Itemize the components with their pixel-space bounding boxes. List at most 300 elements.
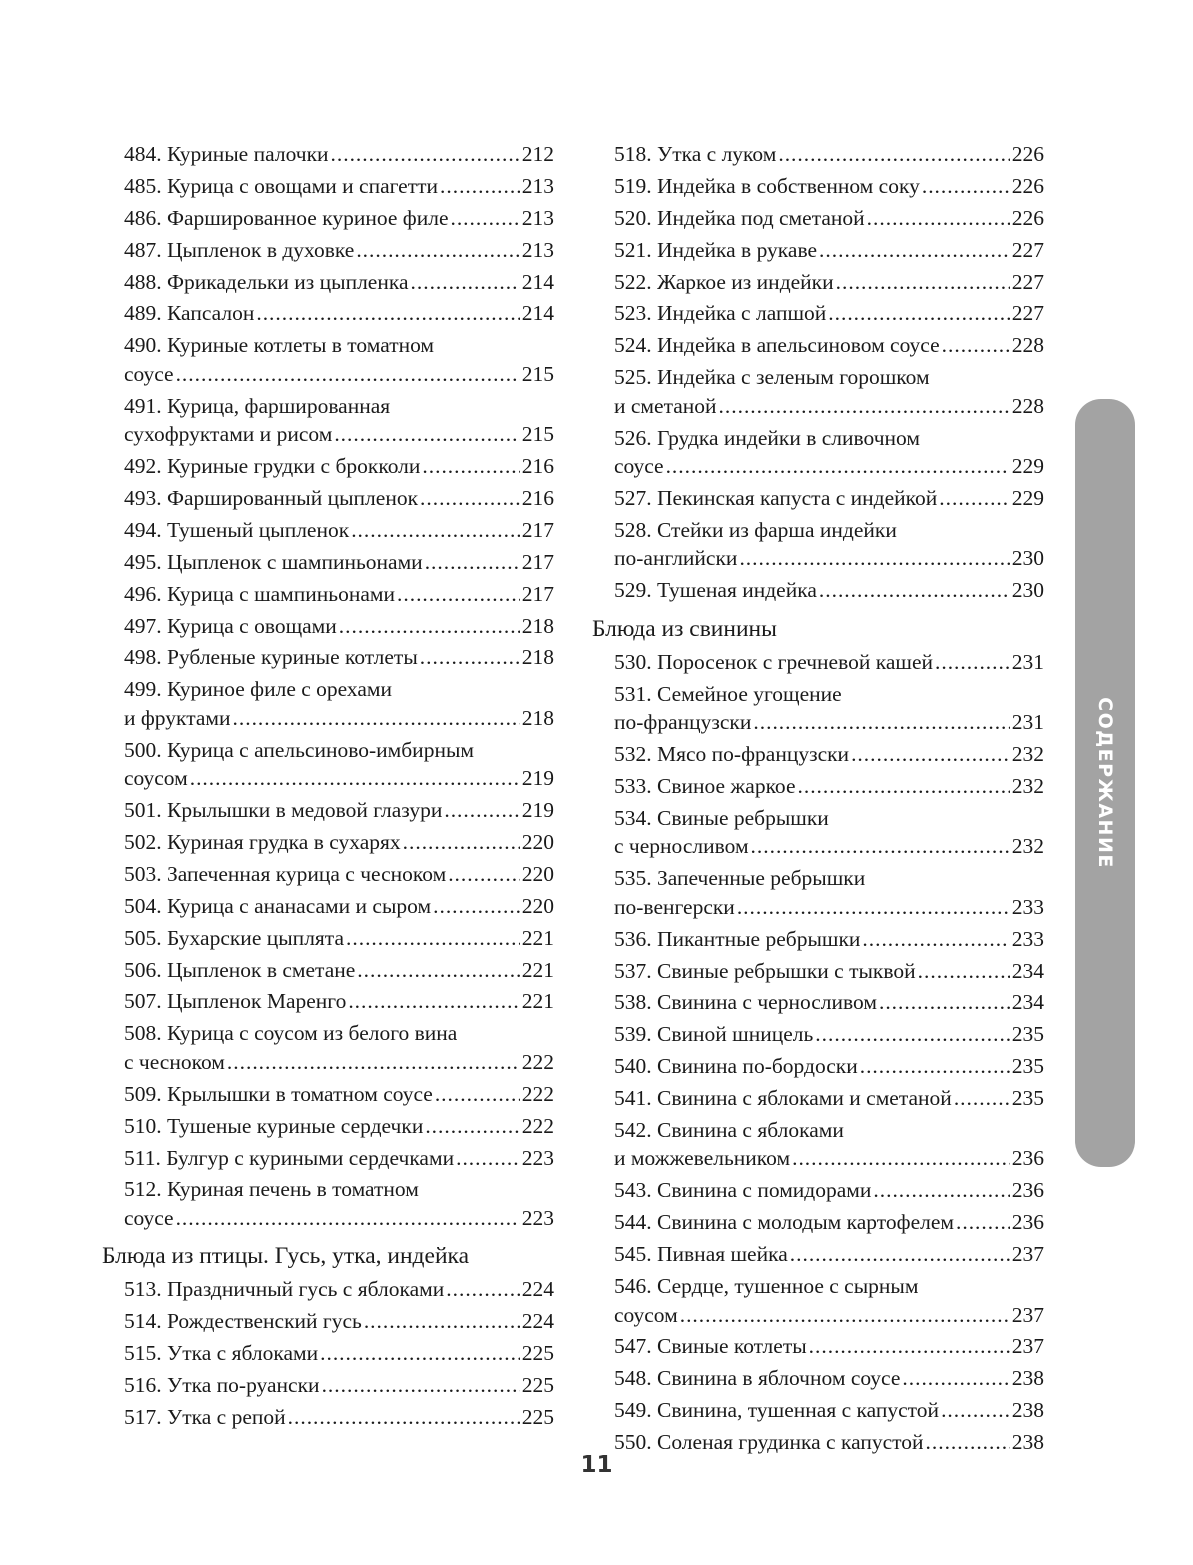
entry-title: 545. Пивная шейка bbox=[614, 1242, 788, 1267]
entry-title-line: 491. Курица, фаршированная bbox=[124, 393, 391, 418]
entry-row bbox=[614, 1052, 1044, 1081]
entry-title-line: 512. Куриная печень в томатном bbox=[124, 1177, 419, 1202]
entry-page-number: 220 bbox=[521, 830, 554, 855]
entry-title: 485. Курица с овощами и спагетти bbox=[124, 173, 439, 198]
toc-entry[interactable] bbox=[592, 424, 1044, 481]
entry-page-number: 225 bbox=[521, 1373, 554, 1398]
entry-page-number: 227 bbox=[1011, 237, 1044, 262]
entry-page-number: 214 bbox=[521, 301, 554, 326]
entry-row bbox=[614, 1240, 1044, 1269]
toc-entry[interactable] bbox=[592, 204, 1044, 233]
entry-title: 507. Цыпленок Маренго bbox=[124, 989, 347, 1014]
toc-entry[interactable] bbox=[102, 1339, 554, 1368]
dot-leader bbox=[666, 452, 1010, 481]
toc-entry[interactable] bbox=[102, 140, 554, 169]
dot-leader bbox=[433, 892, 520, 921]
entry-title: 484. Куриные палочки bbox=[124, 142, 329, 166]
entry-row bbox=[124, 828, 554, 857]
entry-row bbox=[124, 1371, 554, 1400]
entry-row bbox=[124, 956, 554, 985]
entry-page-number: 237 bbox=[1011, 1302, 1044, 1327]
entry-page-number: 231 bbox=[1011, 649, 1044, 674]
entry-title-continuation: и фруктами bbox=[124, 705, 231, 730]
toc-entry[interactable] bbox=[592, 1364, 1044, 1393]
entry-title-line: 508. Курица с соусом из белого вина bbox=[124, 1021, 458, 1046]
toc-entry[interactable] bbox=[102, 1175, 554, 1232]
entry-page-number: 232 bbox=[1011, 742, 1044, 767]
side-tab-label: СОДЕРЖАНИЕ bbox=[1094, 697, 1116, 869]
dot-leader bbox=[902, 1364, 1009, 1393]
entry-title: 544. Свинина с молодым картофелем bbox=[614, 1210, 954, 1235]
dot-leader bbox=[819, 576, 1010, 605]
entry-title: 487. Цыпленок в духовке bbox=[124, 237, 355, 262]
dot-leader bbox=[935, 648, 1010, 677]
entry-row bbox=[124, 612, 554, 641]
entry-page-number: 233 bbox=[1011, 926, 1044, 951]
entry-title: 503. Запеченная курица с чесноком bbox=[124, 861, 447, 886]
toc-entry[interactable] bbox=[592, 680, 1044, 737]
toc-entry[interactable] bbox=[592, 331, 1044, 360]
entry-page-number: 224 bbox=[521, 1277, 554, 1302]
entry-row bbox=[124, 1112, 554, 1141]
entry-row bbox=[124, 796, 554, 825]
toc-entry[interactable] bbox=[592, 1240, 1044, 1269]
entry-title: 510. Тушеные куриные сердечки bbox=[124, 1113, 424, 1138]
entry-title-line: 534. Свиные ребрышки bbox=[614, 805, 829, 830]
toc-entry[interactable] bbox=[102, 1080, 554, 1109]
entry-title: 532. Мясо по-французски bbox=[614, 742, 850, 767]
toc-entry[interactable] bbox=[102, 236, 554, 265]
entry-title-continuation: соусом bbox=[124, 766, 188, 791]
toc-entry[interactable] bbox=[592, 925, 1044, 954]
toc-entry[interactable] bbox=[102, 892, 554, 921]
toc-entry[interactable] bbox=[592, 772, 1044, 801]
toc-entry[interactable] bbox=[102, 548, 554, 577]
toc-entry[interactable] bbox=[592, 864, 1044, 921]
toc-entry[interactable] bbox=[592, 1272, 1044, 1329]
entry-page-number: 212 bbox=[521, 142, 554, 166]
dot-leader bbox=[227, 1048, 520, 1077]
entry-page-number: 218 bbox=[521, 705, 554, 730]
dot-leader bbox=[450, 204, 519, 233]
entry-page-number: 236 bbox=[1011, 1146, 1044, 1171]
entry-row bbox=[124, 420, 554, 449]
entry-page-number: 236 bbox=[1011, 1178, 1044, 1203]
toc-entry[interactable] bbox=[592, 648, 1044, 677]
toc-entry[interactable] bbox=[102, 1371, 554, 1400]
entry-page-number: 221 bbox=[521, 925, 554, 950]
entry-page-number: 235 bbox=[1011, 1086, 1044, 1111]
dot-leader bbox=[851, 740, 1010, 769]
toc-entry[interactable] bbox=[102, 1144, 554, 1173]
toc-entry[interactable] bbox=[592, 236, 1044, 265]
entry-row bbox=[124, 1275, 554, 1304]
section-heading: Блюда из свинины bbox=[592, 615, 777, 642]
entry-page-number: 223 bbox=[521, 1205, 554, 1230]
entry-title-continuation: и сметаной bbox=[614, 393, 717, 418]
entry-title: 527. Пекинская капуста с индейкой bbox=[614, 486, 938, 511]
toc-entry[interactable] bbox=[102, 580, 554, 609]
entry-row bbox=[614, 452, 1044, 481]
entry-page-number: 217 bbox=[521, 517, 554, 542]
entry-page-number: 222 bbox=[521, 1113, 554, 1138]
entry-title: 511. Булгур с куриными сердечками bbox=[124, 1145, 455, 1170]
dot-leader bbox=[873, 1176, 1009, 1205]
entry-row bbox=[124, 268, 554, 297]
entry-row bbox=[614, 988, 1044, 1017]
dot-leader bbox=[836, 268, 1010, 297]
entry-page-number: 219 bbox=[521, 798, 554, 823]
entry-title-line: 490. Куриные котлеты в томатном bbox=[124, 333, 435, 358]
entry-title-continuation: с черносливом bbox=[614, 834, 749, 859]
entry-page-number: 238 bbox=[1011, 1430, 1044, 1455]
entry-title: 502. Куриная грудка в сухарях bbox=[124, 830, 401, 855]
dot-leader bbox=[860, 1052, 1010, 1081]
entry-title: 494. Тушеный цыпленок bbox=[124, 517, 350, 542]
entry-page-number: 229 bbox=[1011, 454, 1044, 479]
entry-title: 536. Пикантные ребрышки bbox=[614, 926, 861, 951]
toc-entry[interactable] bbox=[592, 140, 1044, 169]
entry-page-number: 217 bbox=[521, 581, 554, 606]
dot-leader bbox=[425, 1112, 519, 1141]
entry-title: 513. Праздничный гусь с яблоками bbox=[124, 1277, 445, 1302]
entry-title: 505. Бухарские цыплята bbox=[124, 925, 345, 950]
entry-page-number: 220 bbox=[521, 861, 554, 886]
entry-row bbox=[614, 708, 1044, 737]
entry-row bbox=[614, 1301, 1044, 1330]
entry-title: 492. Куриные грудки с брокколи bbox=[124, 454, 421, 479]
dot-leader bbox=[420, 484, 520, 513]
entry-page-number: 232 bbox=[1011, 834, 1044, 859]
toc-entry[interactable] bbox=[592, 740, 1044, 769]
dot-leader bbox=[879, 988, 1010, 1017]
entry-title-continuation: по-венгерски bbox=[614, 894, 735, 919]
toc-entry[interactable] bbox=[592, 268, 1044, 297]
dot-leader bbox=[331, 140, 520, 169]
entry-title-line: 500. Курица с апельсиново-имбирным bbox=[124, 737, 474, 762]
dot-leader bbox=[444, 796, 519, 825]
entry-row bbox=[614, 576, 1044, 605]
toc-entry[interactable] bbox=[102, 1019, 554, 1076]
dot-leader bbox=[334, 420, 519, 449]
toc-entry[interactable] bbox=[102, 828, 554, 857]
toc-entry[interactable] bbox=[102, 987, 554, 1016]
entry-row bbox=[614, 925, 1044, 954]
toc-entry[interactable] bbox=[102, 860, 554, 889]
toc-entry[interactable] bbox=[102, 924, 554, 953]
entry-page-number: 223 bbox=[521, 1145, 554, 1170]
entry-title: 530. Поросенок с гречневой кашей bbox=[614, 649, 933, 674]
entry-row bbox=[614, 299, 1044, 328]
entry-title: 514. Рождественский гусь bbox=[124, 1309, 362, 1334]
dot-leader bbox=[356, 236, 519, 265]
dot-leader bbox=[751, 832, 1010, 861]
entry-page-number: 228 bbox=[1011, 333, 1044, 358]
entry-title-continuation: соусе bbox=[614, 454, 664, 479]
entry-row bbox=[614, 772, 1044, 801]
entry-row bbox=[614, 268, 1044, 297]
entry-row bbox=[614, 648, 1044, 677]
entry-page-number: 236 bbox=[1011, 1210, 1044, 1235]
entry-row bbox=[614, 1332, 1044, 1361]
entry-page-number: 218 bbox=[521, 613, 554, 638]
entry-title: 515. Утка с яблоками bbox=[124, 1341, 319, 1366]
dot-leader bbox=[737, 893, 1010, 922]
entry-page-number: 222 bbox=[521, 1049, 554, 1074]
toc-entry[interactable] bbox=[592, 172, 1044, 201]
toc-entry[interactable] bbox=[102, 1112, 554, 1141]
entry-page-number: 235 bbox=[1011, 1054, 1044, 1079]
entry-title-line: 528. Стейки из фарша индейки bbox=[614, 517, 897, 542]
entry-page-number: 238 bbox=[1011, 1398, 1044, 1423]
entry-title: 517. Утка с репой bbox=[124, 1405, 286, 1429]
entry-title: 489. Капсалон bbox=[124, 301, 255, 326]
toc-entry[interactable] bbox=[592, 299, 1044, 328]
dot-leader bbox=[939, 484, 1009, 513]
entry-row bbox=[124, 1403, 554, 1432]
dot-leader bbox=[176, 360, 520, 389]
entry-title-line: 542. Свинина с яблоками bbox=[614, 1117, 844, 1142]
toc-entry[interactable] bbox=[102, 392, 554, 449]
dot-leader bbox=[918, 957, 1010, 986]
toc-entry[interactable] bbox=[102, 1307, 554, 1336]
dot-leader bbox=[346, 924, 520, 953]
entry-page-number: 215 bbox=[521, 422, 554, 447]
entry-row bbox=[614, 1396, 1044, 1425]
entry-title: 488. Фрикадельки из цыпленка bbox=[124, 269, 409, 294]
dot-leader bbox=[176, 1204, 520, 1233]
entry-row bbox=[614, 484, 1044, 513]
toc-entry[interactable] bbox=[102, 172, 554, 201]
entry-row bbox=[124, 548, 554, 577]
entry-page-number: 220 bbox=[521, 893, 554, 918]
entry-row bbox=[124, 860, 554, 889]
entry-page-number: 221 bbox=[521, 957, 554, 982]
entry-page-number: 217 bbox=[521, 549, 554, 574]
toc-entry[interactable] bbox=[592, 1052, 1044, 1081]
toc-right-column bbox=[592, 140, 1044, 1460]
toc-entry[interactable] bbox=[592, 1396, 1044, 1425]
dot-leader bbox=[420, 643, 520, 672]
entry-row bbox=[614, 392, 1044, 421]
toc-entry[interactable] bbox=[102, 204, 554, 233]
dot-leader bbox=[411, 268, 520, 297]
entry-title: 541. Свинина с яблоками и сметаной bbox=[614, 1086, 952, 1111]
entry-row bbox=[614, 140, 1044, 169]
entry-row bbox=[124, 484, 554, 513]
dot-leader bbox=[448, 860, 520, 889]
entry-title-continuation: по-английски bbox=[614, 546, 738, 571]
toc-entry[interactable] bbox=[102, 268, 554, 297]
toc-entry[interactable] bbox=[102, 736, 554, 793]
toc-entry[interactable] bbox=[102, 1403, 554, 1432]
dot-leader bbox=[320, 1339, 520, 1368]
toc-entry[interactable] bbox=[592, 1020, 1044, 1049]
entry-row bbox=[124, 516, 554, 545]
entry-page-number: 233 bbox=[1011, 894, 1044, 919]
dot-leader bbox=[680, 1301, 1010, 1330]
entry-row bbox=[614, 1144, 1044, 1173]
dot-leader bbox=[792, 1144, 1010, 1173]
entry-page-number: 227 bbox=[1011, 269, 1044, 294]
dot-leader bbox=[809, 1332, 1010, 1361]
entry-title: 547. Свиные котлеты bbox=[614, 1334, 807, 1359]
dot-leader bbox=[828, 299, 1009, 328]
toc-entry[interactable] bbox=[592, 1116, 1044, 1173]
entry-row bbox=[124, 1307, 554, 1336]
entry-row bbox=[614, 957, 1044, 986]
entry-title: 533. Свиное жаркое bbox=[614, 773, 796, 798]
entry-title: 516. Утка по-руански bbox=[124, 1373, 320, 1398]
dot-leader bbox=[364, 1307, 520, 1336]
entry-title: 524. Индейка в апельсиновом соусе bbox=[614, 333, 940, 358]
dot-leader bbox=[922, 172, 1010, 201]
entry-row bbox=[124, 1204, 554, 1233]
dot-leader bbox=[798, 772, 1010, 801]
toc-entry[interactable] bbox=[102, 612, 554, 641]
entry-row bbox=[124, 140, 554, 169]
entry-page-number: 234 bbox=[1011, 958, 1044, 983]
dot-leader bbox=[446, 1275, 519, 1304]
entry-title: 538. Свинина с черносливом bbox=[614, 990, 877, 1015]
entry-row bbox=[124, 1080, 554, 1109]
entry-row bbox=[124, 1144, 554, 1173]
dot-leader bbox=[456, 1144, 520, 1173]
dot-leader bbox=[941, 1396, 1010, 1425]
entry-title: 501. Крылышки в медовой глазури bbox=[124, 798, 443, 823]
entry-title: 495. Цыпленок с шампиньонами bbox=[124, 549, 423, 574]
entry-title: 521. Индейка в рукаве bbox=[614, 237, 818, 262]
entry-title: 497. Курица с овощами bbox=[124, 613, 337, 638]
dot-leader bbox=[867, 204, 1010, 233]
entry-page-number: 227 bbox=[1011, 301, 1044, 326]
toc-entry[interactable] bbox=[102, 299, 554, 328]
entry-title: 539. Свиной шницель bbox=[614, 1022, 814, 1047]
dot-leader bbox=[357, 956, 519, 985]
dot-leader bbox=[339, 612, 520, 641]
entry-row bbox=[614, 1020, 1044, 1049]
entry-title-continuation: и можжевельником bbox=[614, 1146, 791, 1171]
dot-leader bbox=[403, 828, 520, 857]
entry-title: 493. Фаршированный цыпленок bbox=[124, 486, 419, 511]
entry-title-continuation: соусом bbox=[614, 1302, 678, 1327]
dot-leader bbox=[942, 331, 1010, 360]
entry-row bbox=[124, 704, 554, 733]
dot-leader bbox=[790, 1240, 1010, 1269]
dot-leader bbox=[956, 1208, 1010, 1237]
dot-leader bbox=[288, 1403, 520, 1432]
entry-page-number: 214 bbox=[521, 269, 554, 294]
entry-page-number: 226 bbox=[1011, 173, 1044, 198]
toc-entry[interactable] bbox=[102, 956, 554, 985]
entry-title: 509. Крылышки в томатном соусе bbox=[124, 1081, 433, 1106]
toc-entry[interactable] bbox=[592, 363, 1044, 420]
entry-title: 518. Утка с луком bbox=[614, 142, 777, 166]
toc-entry[interactable] bbox=[102, 796, 554, 825]
entry-page-number: 213 bbox=[521, 237, 554, 262]
page-number: 11 bbox=[580, 1452, 613, 1478]
entry-page-number: 229 bbox=[1011, 486, 1044, 511]
toc-entry[interactable] bbox=[592, 1084, 1044, 1113]
entry-title: 506. Цыпленок в сметане bbox=[124, 957, 356, 982]
entry-page-number: 237 bbox=[1011, 1242, 1044, 1267]
dot-leader bbox=[819, 236, 1010, 265]
entry-title: 549. Свинина, тушенная с капустой bbox=[614, 1398, 940, 1423]
entry-row bbox=[614, 1208, 1044, 1237]
toc-entry[interactable] bbox=[592, 988, 1044, 1017]
entry-row bbox=[614, 544, 1044, 573]
entry-row bbox=[124, 1048, 554, 1077]
entry-title-line: 535. Запеченные ребрышки bbox=[614, 866, 866, 891]
entry-row bbox=[614, 204, 1044, 233]
dot-leader bbox=[422, 452, 519, 481]
entry-row bbox=[124, 892, 554, 921]
entry-page-number: 230 bbox=[1011, 546, 1044, 571]
entry-page-number: 222 bbox=[521, 1081, 554, 1106]
dot-leader bbox=[233, 704, 520, 733]
toc-entry[interactable] bbox=[592, 484, 1044, 513]
entry-title-continuation: с чесноком bbox=[124, 1049, 225, 1074]
entry-row bbox=[124, 643, 554, 672]
entry-page-number: 228 bbox=[1011, 393, 1044, 418]
toc-entry[interactable] bbox=[592, 804, 1044, 861]
entry-page-number: 226 bbox=[1011, 205, 1044, 230]
entry-title: 498. Рубленые куриные котлеты bbox=[124, 645, 418, 670]
entry-row bbox=[124, 987, 554, 1016]
entry-row bbox=[614, 1364, 1044, 1393]
toc-entry[interactable] bbox=[102, 452, 554, 481]
toc-entry[interactable] bbox=[102, 643, 554, 672]
entry-title: 522. Жаркое из индейки bbox=[614, 269, 834, 294]
entry-title: 550. Соленая грудинка с капустой bbox=[614, 1430, 924, 1455]
entry-row bbox=[124, 299, 554, 328]
entry-page-number: 235 bbox=[1011, 1022, 1044, 1047]
dot-leader bbox=[425, 548, 520, 577]
entry-title: 520. Индейка под сметаной bbox=[614, 205, 865, 230]
entry-row bbox=[124, 236, 554, 265]
entry-row bbox=[124, 172, 554, 201]
toc-entry[interactable] bbox=[592, 1332, 1044, 1361]
toc-entry[interactable] bbox=[592, 957, 1044, 986]
entry-row bbox=[124, 580, 554, 609]
toc-entry[interactable] bbox=[592, 1176, 1044, 1205]
toc-entry[interactable] bbox=[102, 331, 554, 388]
entry-title: 540. Свинина по-бордоски bbox=[614, 1054, 858, 1079]
dot-leader bbox=[753, 708, 1009, 737]
dot-leader bbox=[348, 987, 519, 1016]
entry-title-line: 525. Индейка с зеленым горошком bbox=[614, 365, 930, 390]
dot-leader bbox=[815, 1020, 1009, 1049]
toc-entry[interactable] bbox=[102, 484, 554, 513]
entry-page-number: 225 bbox=[521, 1405, 554, 1429]
entry-page-number: 230 bbox=[1011, 578, 1044, 603]
toc-entry[interactable] bbox=[592, 576, 1044, 605]
entry-page-number: 234 bbox=[1011, 990, 1044, 1015]
entry-row bbox=[124, 1339, 554, 1368]
entry-page-number: 221 bbox=[521, 989, 554, 1014]
toc-entry[interactable] bbox=[102, 1275, 554, 1304]
dot-leader bbox=[190, 764, 520, 793]
toc-entry[interactable] bbox=[102, 675, 554, 732]
toc-entry[interactable] bbox=[592, 1208, 1044, 1237]
entry-row bbox=[124, 764, 554, 793]
entry-title: 543. Свинина с помидорами bbox=[614, 1178, 872, 1203]
entry-title: 548. Свинина в яблочном соусе bbox=[614, 1366, 901, 1391]
entry-title-line: 526. Грудка индейки в сливочном bbox=[614, 425, 921, 450]
toc-entry[interactable] bbox=[592, 516, 1044, 573]
entry-page-number: 238 bbox=[1011, 1366, 1044, 1391]
toc-entry[interactable] bbox=[102, 516, 554, 545]
